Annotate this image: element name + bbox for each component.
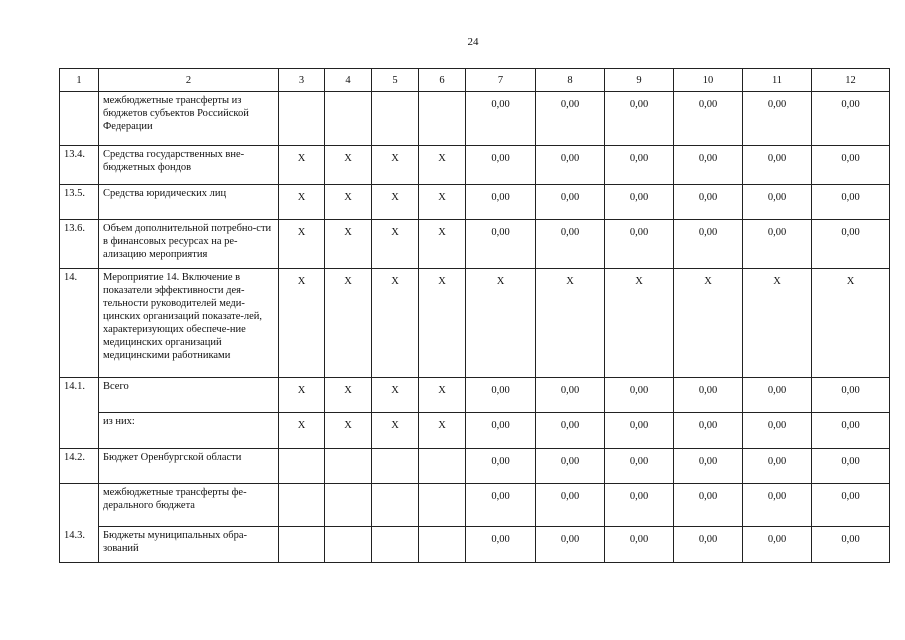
value-cell: X [279,378,325,413]
row-name: Объем дополнительной потребно-сти в финансовых ресурсах на ре-ализацию мероприятия [99,220,279,269]
row-number [60,92,99,146]
value-cell [279,449,325,484]
value-cell: 0,00 [743,146,812,185]
value-cell [279,527,325,563]
value-cell: X [419,146,466,185]
value-cell: X [325,378,372,413]
row-name: Бюджет Оренбургской области [99,449,279,484]
value-cell: 0,00 [812,484,890,527]
value-cell [372,484,419,527]
value-cell: 0,00 [674,378,743,413]
budget-table [59,68,890,563]
value-cell: 0,00 [605,449,674,484]
column-header: 9 [605,69,674,92]
value-cell: 0,00 [466,527,536,563]
row-number: 14.1. [60,378,99,413]
row-name: Мероприятие 14. Включение в показатели эффективности дея-тельности руководителей меди-цинских организаций показате-лей, характеризующих обеспече-ние медицинских организаций медицинскими работниками [99,269,279,378]
value-cell: 0,00 [466,220,536,269]
column-header: 6 [419,69,466,92]
value-cell [325,527,372,563]
value-cell: X [419,185,466,220]
table-row [60,92,890,146]
value-cell: X [372,220,419,269]
row-name: из них: [99,413,279,449]
column-header: 1 [60,69,99,92]
value-cell: X [743,269,812,378]
value-cell: X [279,413,325,449]
column-header: 2 [99,69,279,92]
value-cell: 0,00 [605,527,674,563]
value-cell: 0,00 [466,449,536,484]
column-header: 12 [812,69,890,92]
value-cell: 0,00 [743,220,812,269]
row-number: 14.2. [60,449,99,484]
value-cell [325,92,372,146]
value-cell: 0,00 [466,378,536,413]
value-cell: X [372,269,419,378]
value-cell: 0,00 [743,92,812,146]
value-cell: 0,00 [674,413,743,449]
value-cell: 0,00 [466,484,536,527]
value-cell: X [605,269,674,378]
value-cell [372,527,419,563]
row-name: Средства государственных вне-бюджетных фондов [99,146,279,185]
value-cell: 0,00 [466,413,536,449]
value-cell: 0,00 [605,185,674,220]
value-cell: 0,00 [674,527,743,563]
value-cell: 0,00 [674,220,743,269]
row-number [60,413,99,449]
table-row [60,449,890,484]
value-cell: X [372,146,419,185]
table-row [60,220,890,269]
value-cell: X [325,269,372,378]
value-cell: 0,00 [812,378,890,413]
row-number: 13.5. [60,185,99,220]
value-cell: 0,00 [812,527,890,563]
value-cell: X [419,413,466,449]
table-row [60,269,890,378]
value-cell: X [279,269,325,378]
value-cell: X [372,185,419,220]
value-cell [419,449,466,484]
row-name: межбюджетные трансферты из бюджетов субъектов Российской Федерации [99,92,279,146]
column-header: 3 [279,69,325,92]
value-cell: 0,00 [674,449,743,484]
value-cell: 0,00 [536,413,605,449]
table-row [60,146,890,185]
value-cell: 0,00 [536,92,605,146]
value-cell [419,92,466,146]
value-cell: 0,00 [605,484,674,527]
value-cell: 0,00 [674,146,743,185]
table-row [60,527,890,563]
value-cell: 0,00 [674,484,743,527]
value-cell: 0,00 [812,413,890,449]
value-cell [325,449,372,484]
value-cell: 0,00 [812,220,890,269]
value-cell: X [325,413,372,449]
column-header: 8 [536,69,605,92]
value-cell: X [372,413,419,449]
column-header: 4 [325,69,372,92]
table-row [60,484,890,527]
value-cell: 0,00 [743,413,812,449]
value-cell [325,484,372,527]
value-cell: 0,00 [605,92,674,146]
value-cell: 0,00 [466,185,536,220]
row-number: 14. [60,269,99,378]
value-cell [279,484,325,527]
value-cell: X [279,185,325,220]
value-cell [372,92,419,146]
value-cell: 0,00 [674,185,743,220]
column-header: 7 [466,69,536,92]
row-number: 14.3. [60,527,99,563]
value-cell: 0,00 [743,449,812,484]
value-cell: 0,00 [536,378,605,413]
value-cell [279,92,325,146]
column-header: 11 [743,69,812,92]
value-cell [419,484,466,527]
value-cell: 0,00 [536,185,605,220]
row-name: Бюджеты муниципальных обра-зований [99,527,279,563]
value-cell: X [536,269,605,378]
column-header: 10 [674,69,743,92]
row-number: 13.4. [60,146,99,185]
table-row [60,378,890,413]
value-cell: 0,00 [743,378,812,413]
row-number [60,484,99,527]
value-cell: X [466,269,536,378]
value-cell: X [325,146,372,185]
value-cell: 0,00 [536,527,605,563]
table-header-row [60,69,890,92]
value-cell: X [812,269,890,378]
table-row [60,413,890,449]
value-cell: 0,00 [812,92,890,146]
value-cell: X [419,220,466,269]
value-cell: 0,00 [743,185,812,220]
row-number: 13.6. [60,220,99,269]
value-cell: 0,00 [605,220,674,269]
value-cell: 0,00 [812,146,890,185]
value-cell: 0,00 [674,92,743,146]
value-cell: X [419,378,466,413]
row-name: межбюджетные трансферты фе-дерального бюджета [99,484,279,527]
value-cell: 0,00 [605,378,674,413]
value-cell: X [279,146,325,185]
value-cell: 0,00 [812,449,890,484]
value-cell: 0,00 [466,92,536,146]
value-cell: X [325,185,372,220]
value-cell: 0,00 [536,484,605,527]
value-cell: 0,00 [466,146,536,185]
value-cell: X [279,220,325,269]
value-cell: 0,00 [536,220,605,269]
value-cell: X [674,269,743,378]
value-cell: 0,00 [812,185,890,220]
value-cell: 0,00 [743,484,812,527]
value-cell: X [372,378,419,413]
value-cell: 0,00 [536,146,605,185]
value-cell: X [325,220,372,269]
value-cell: 0,00 [536,449,605,484]
value-cell: 0,00 [605,146,674,185]
row-name: Средства юридических лиц [99,185,279,220]
row-name: Всего [99,378,279,413]
value-cell [419,527,466,563]
value-cell: 0,00 [743,527,812,563]
value-cell: 0,00 [605,413,674,449]
column-header: 5 [372,69,419,92]
value-cell [372,449,419,484]
page-number: 24 [467,36,479,48]
value-cell: X [419,269,466,378]
table-row [60,185,890,220]
